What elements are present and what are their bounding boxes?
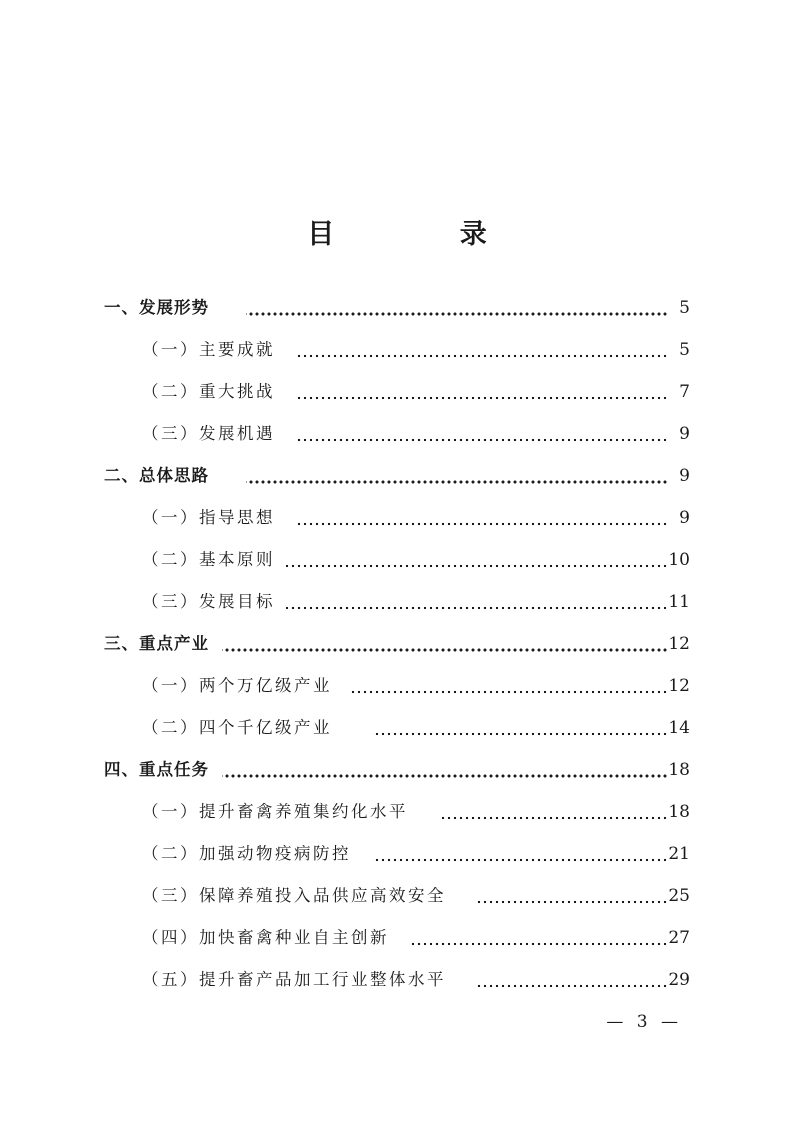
toc-entry[interactable] — [0, 329, 794, 371]
toc-entry-page: 14 — [668, 718, 690, 738]
page-title: 目 录 — [307, 219, 545, 250]
toc-entry[interactable] — [0, 749, 794, 791]
toc-entry-label: （二）加强动物疫病防控 — [142, 844, 351, 863]
dot-leader — [296, 506, 668, 526]
toc-entry-label: （三）发展机遇 — [142, 424, 275, 443]
toc-entry-page: 12 — [668, 634, 690, 654]
toc-entry-page: 18 — [668, 760, 690, 780]
toc-entry-page: 9 — [679, 466, 690, 486]
dot-leader — [286, 590, 668, 610]
toc-entry[interactable] — [0, 497, 794, 539]
toc-entry-page: 12 — [668, 676, 690, 696]
toc-entry-page: 10 — [668, 550, 690, 570]
toc-entry[interactable] — [0, 917, 794, 959]
toc-entry[interactable] — [0, 413, 794, 455]
dot-leader — [372, 842, 668, 862]
toc-entry-label: （一）提升畜禽养殖集约化水平 — [142, 802, 408, 821]
dot-leader — [246, 464, 668, 484]
toc-entry[interactable] — [0, 959, 794, 1001]
dot-leader — [372, 716, 668, 736]
dot-leader — [350, 674, 668, 694]
toc-entry-page: 9 — [679, 508, 690, 528]
dot-leader — [296, 338, 668, 358]
toc-entry-page: 21 — [668, 844, 690, 864]
toc-entry-label: （三）发展目标 — [142, 592, 275, 611]
toc-entry[interactable] — [0, 833, 794, 875]
toc-entry-page: 11 — [668, 592, 690, 612]
toc-entry[interactable] — [0, 455, 794, 497]
toc-entry[interactable] — [0, 371, 794, 413]
page-number: — 3 — — [606, 1012, 682, 1032]
toc-entry-label: 四、重点任务 — [104, 760, 209, 779]
toc-entry-label: （一）指导思想 — [142, 508, 275, 527]
dot-leader — [476, 968, 668, 988]
toc-entry-label: （二）重大挑战 — [142, 382, 275, 401]
dot-leader — [222, 758, 668, 778]
toc-entry-page: 5 — [679, 340, 690, 360]
toc-entry-label: 二、总体思路 — [104, 466, 209, 485]
toc-entry-label: （三）保障养殖投入品供应高效安全 — [142, 886, 446, 905]
dot-leader — [412, 926, 668, 946]
dot-leader — [222, 632, 668, 652]
toc-entry-page: 27 — [668, 928, 690, 948]
toc-entry-label: （一）两个万亿级产业 — [142, 676, 332, 695]
toc-entry-page: 18 — [668, 802, 690, 822]
toc-entry-page: 25 — [668, 886, 690, 906]
toc-entry[interactable] — [0, 707, 794, 749]
dot-leader — [296, 380, 668, 400]
toc-entry-label: 三、重点产业 — [104, 634, 209, 653]
toc-entry-label: （五）提升畜产品加工行业整体水平 — [142, 970, 446, 989]
dot-leader — [476, 884, 668, 904]
toc-entry-page: 29 — [668, 970, 690, 990]
toc-entry[interactable] — [0, 287, 794, 329]
toc-entry-label: 一、发展形势 — [104, 298, 209, 317]
toc-entry-page: 5 — [679, 298, 690, 318]
dot-leader — [442, 800, 668, 820]
toc-entry-label: （二）四个千亿级产业 — [142, 718, 332, 737]
toc-entry-page: 7 — [679, 382, 690, 402]
toc-entry-label: （一）主要成就 — [142, 340, 275, 359]
toc-entry-page: 9 — [679, 424, 690, 444]
toc-entry[interactable] — [0, 791, 794, 833]
toc-entry[interactable] — [0, 623, 794, 665]
toc-entry[interactable] — [0, 581, 794, 623]
toc-entry-label: （四）加快畜禽种业自主创新 — [142, 928, 389, 947]
toc-entry[interactable] — [0, 539, 794, 581]
toc-entry[interactable] — [0, 875, 794, 917]
dot-leader — [296, 422, 668, 442]
toc-entry[interactable] — [0, 665, 794, 707]
toc-entry-label: （二）基本原则 — [142, 550, 275, 569]
dot-leader — [246, 296, 668, 316]
dot-leader — [286, 548, 668, 568]
